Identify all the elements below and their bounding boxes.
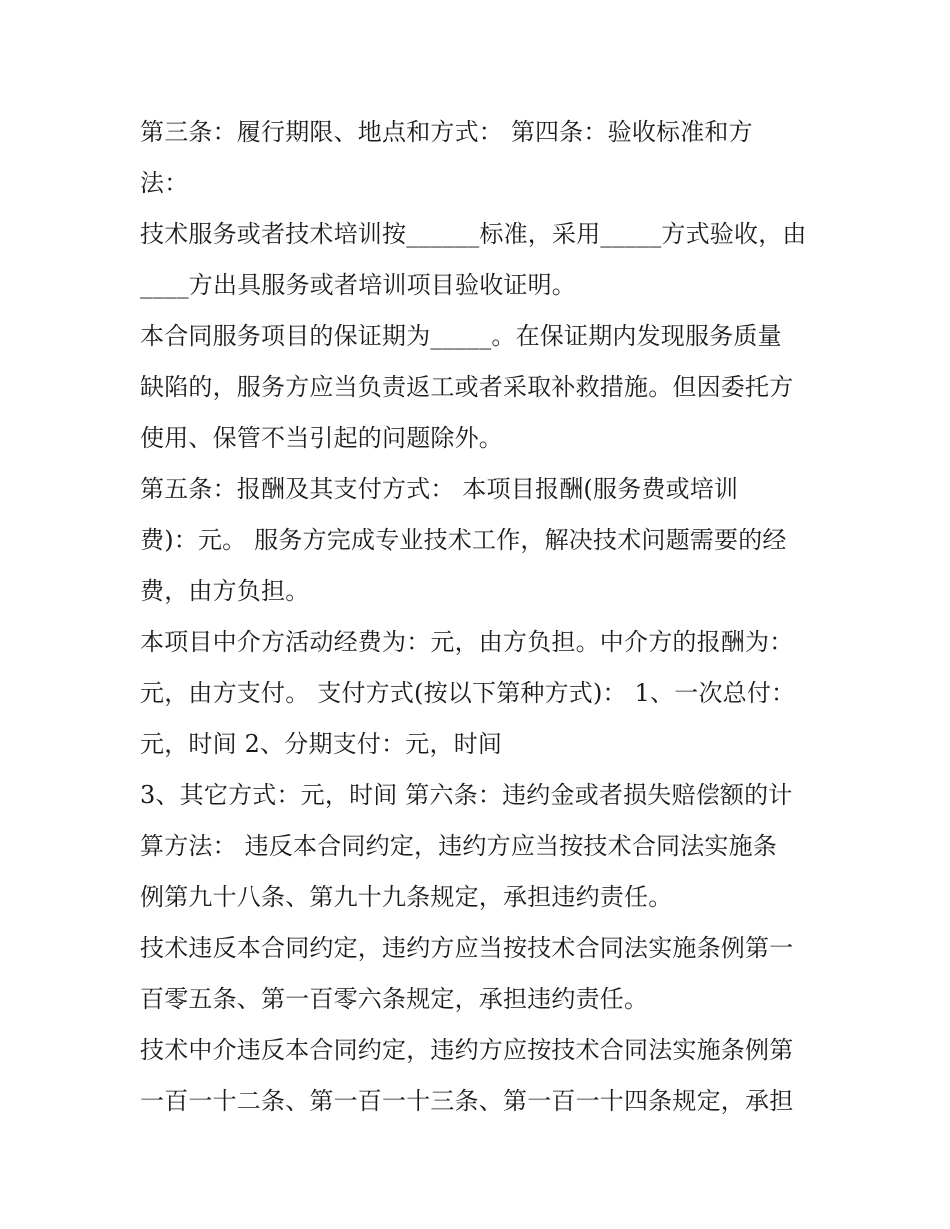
text-line: 使用、保管不当引起的问题除外。 (140, 424, 503, 452)
text-line: 技术服务或者技术培训按______标准，采用_____方式验收，由 (140, 220, 807, 248)
text-line: 费，由方负担。 (140, 577, 310, 605)
text-line: 缺陷的，服务方应当负责返工或者采取补救措施。但因委托方 (140, 373, 794, 401)
text-line: 法： (140, 169, 189, 197)
text-line: 第三条：履行期限、地点和方式： 第四条：验收标准和方 (140, 118, 753, 146)
text-line: 3、其它方式：元，时间 第六条：违约金或者损失赔偿额的计 (140, 781, 793, 809)
text-line: 百零五条、第一百零六条规定，承担违约责任。 (140, 985, 649, 1013)
text-line: ____方出具服务或者培训项目验收证明。 (140, 271, 576, 299)
text-line: 算方法： 违反本合同约定，违约方应当按技术合同法实施条 (140, 832, 778, 860)
text-line: 本项目中介方活动经费为：元，由方负担。中介方的报酬为： (140, 628, 794, 656)
text-line: 技术违反本合同约定，违约方应当按技术合同法实施条例第一 (140, 934, 794, 962)
text-line: 本合同服务项目的保证期为_____。在保证期内发现服务质量 (140, 322, 782, 350)
document-body (140, 107, 820, 1127)
text-line: 费)：元。 服务方完成专业技术工作，解决技术问题需要的经 (140, 526, 787, 554)
text-line: 例第九十八条、第九十九条规定，承担违约责任。 (140, 883, 673, 911)
text-line: 第五条：报酬及其支付方式： 本项目报酬(服务费或培训 (140, 475, 739, 503)
text-line: 元，时间 2、分期支付：元，时间 (140, 730, 503, 758)
text-line: 一百一十二条、第一百一十三条、第一百一十四条规定，承担 (140, 1087, 794, 1115)
text-line: 技术中介违反本合同约定，违约方应按技术合同法实施条例第 (140, 1036, 794, 1064)
text-line: 元，由方支付。 支付方式(按以下第种方式)： 1、一次总付： (140, 679, 796, 707)
